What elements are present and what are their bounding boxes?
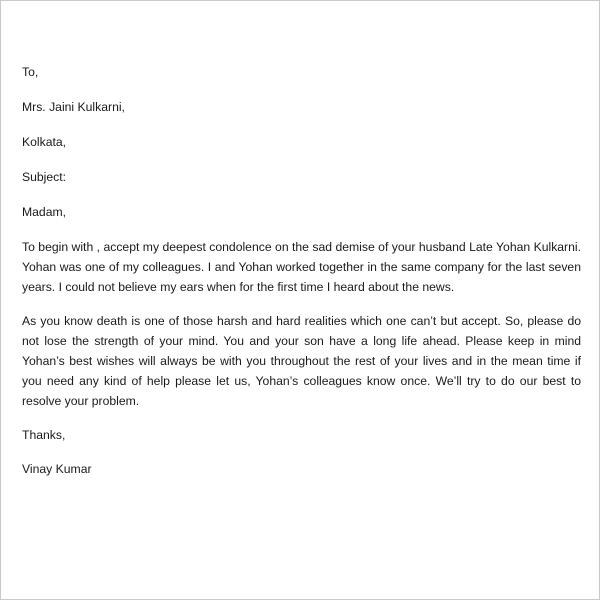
recipient-name: Mrs. Jaini Kulkarni, xyxy=(22,100,125,114)
subject-line: Subject: xyxy=(22,170,67,184)
paragraph-2: As you know death is one of those harsh and hard realities which one can’t but accept. So, please do not lose the strength of your mind. You and your son have a long life ahead. Please keep in mind Yohan’s best wishes will always be with you throughout the rest of your lives and in the mean time if you need any kind of help please let us, Yohan’s colleagues know once. We’ll try to do our best to resolve your problem. xyxy=(22,314,581,408)
to-line: To, xyxy=(22,65,39,79)
recipient-city: Kolkata, xyxy=(22,135,67,149)
closing: Thanks, xyxy=(22,428,66,442)
salutation: Madam, xyxy=(22,205,67,219)
signature: Vinay Kumar xyxy=(22,462,92,476)
paragraph-1: To begin with , accept my deepest condolence on the sad demise of your husband Late Yohan Kulkarni. Yohan was one of my colleagues. I and Yohan worked together in the same company for the last seven years. I could not believe my ears when for the first time I heard about the news. xyxy=(22,240,581,294)
letter-body xyxy=(22,62,581,479)
